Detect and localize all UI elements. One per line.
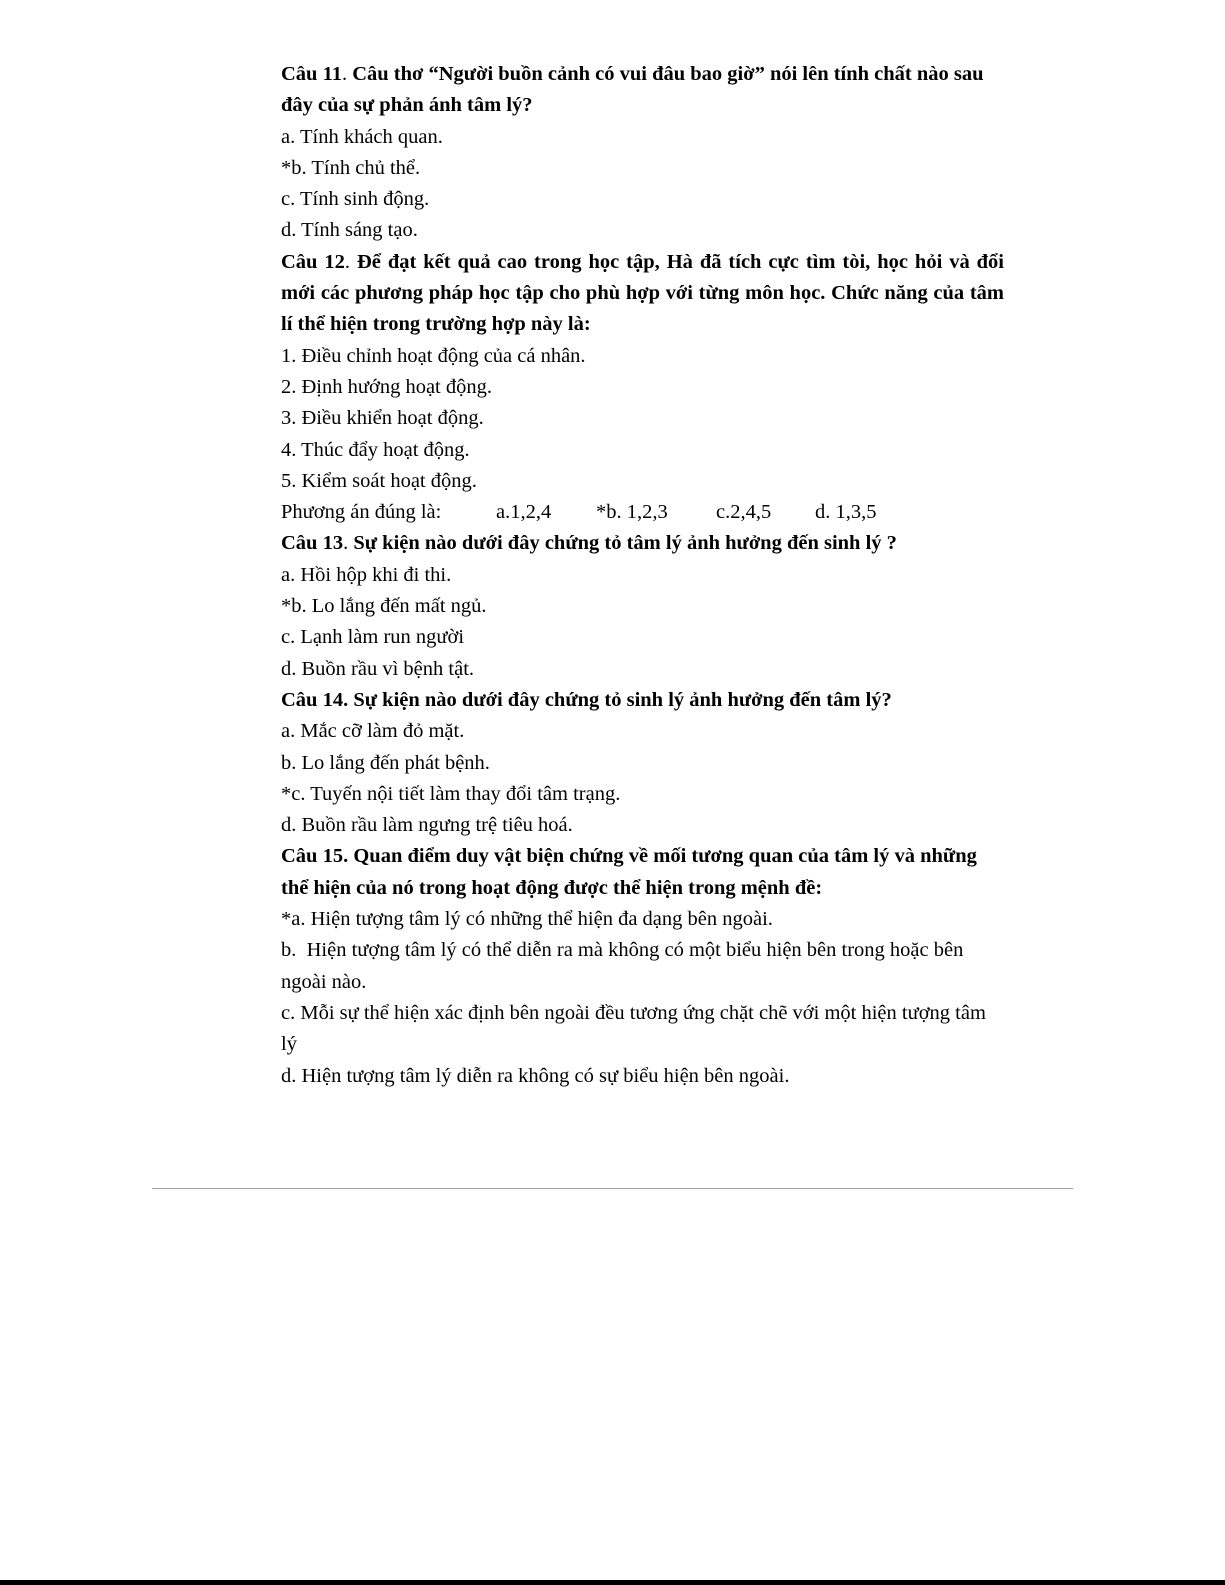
question-number: Câu 15. bbox=[281, 845, 349, 868]
page-divider bbox=[152, 1188, 1073, 1189]
answer-option-c: c.2,4,5 bbox=[716, 501, 772, 524]
question-text: Quan điểm duy vật biện chứng về mối tương quan của tâm lý và những thể hiện của nó trong hoạt động được thể hiện trong mệnh đề: bbox=[281, 845, 977, 899]
question-number-suffix: . bbox=[344, 250, 357, 273]
item-12-3: 3. Điều khiển hoạt động. bbox=[281, 407, 484, 430]
question-13-heading bbox=[281, 528, 1006, 559]
answer-option-b: *b. 1,2,3 bbox=[596, 501, 668, 524]
question-number-suffix: . bbox=[343, 532, 354, 555]
option-13-d: d. Buồn rầu vì bệnh tật. bbox=[281, 657, 475, 680]
question-text: Để đạt kết quả cao trong học tập, Hà đã tích cực tìm tòi, học hỏi và đổi mới các phương pháp học tập cho phù hợp với từng môn học. Chức năng của tâm lí thể hiện trong trường hợp này là: bbox=[281, 250, 1004, 336]
option-15-c: c. Mỗi sự thể hiện xác định bên ngoài đều tương ứng chặt chẽ với một hiện tượng tâm lý bbox=[281, 1001, 986, 1056]
question-number: Câu 12 bbox=[281, 250, 345, 273]
question-14-heading bbox=[281, 685, 1006, 716]
option-11-d: d. Tính sáng tạo. bbox=[281, 219, 418, 242]
question-number: Câu 11 bbox=[281, 63, 342, 85]
question-15-heading bbox=[281, 841, 996, 904]
question-number-suffix: . bbox=[341, 63, 353, 85]
question-text: Sự kiện nào dưới đây chứng tỏ tâm lý ảnh hưởng đến sinh lý ? bbox=[353, 532, 897, 555]
option-14-a: a. Mắc cỡ làm đỏ mặt. bbox=[281, 720, 465, 743]
option-11-c: c. Tính sinh động. bbox=[281, 188, 430, 211]
option-15-d: d. Hiện tượng tâm lý diễn ra không có sự biểu hiện bên ngoài. bbox=[281, 1064, 790, 1087]
item-12-1: 1. Điều chỉnh hoạt động của cá nhân. bbox=[281, 344, 586, 367]
option-13-c: c. Lạnh làm run người bbox=[281, 626, 465, 649]
item-12-2: 2. Định hướng hoạt động. bbox=[281, 375, 492, 398]
option-14-b: b. Lo lắng đến phát bệnh. bbox=[281, 751, 490, 774]
answer-option-d: d. 1,3,5 bbox=[815, 501, 877, 524]
option-13-a: a. Hồi hộp khi đi thi. bbox=[281, 563, 452, 586]
option-11-a: a. Tính khách quan. bbox=[281, 125, 443, 148]
question-text: Sự kiện nào dưới đây chứng tỏ sinh lý ảnh hưởng đến tâm lý? bbox=[353, 688, 892, 711]
question-11-heading bbox=[281, 59, 1003, 122]
option-13-b: *b. Lo lắng đến mất ngủ. bbox=[281, 595, 487, 618]
question-number: Câu 14. bbox=[281, 688, 349, 711]
option-14-d: d. Buồn rầu làm ngưng trệ tiêu hoá. bbox=[281, 814, 573, 837]
option-15-b: b. Hiện tượng tâm lý có thể diễn ra mà không có một biểu hiện bên trong hoặc bên ngoài nào. bbox=[281, 939, 969, 993]
answer-row-12 bbox=[281, 497, 1006, 528]
option-11-b: *b. Tính chủ thể. bbox=[281, 156, 421, 179]
document-body bbox=[281, 59, 1006, 1092]
answer-label: Phương án đúng là: bbox=[281, 501, 442, 524]
item-12-4: 4. Thúc đẩy hoạt động. bbox=[281, 438, 470, 461]
option-15-a: *a. Hiện tượng tâm lý có những thể hiện đa dạng bên ngoài. bbox=[281, 908, 773, 931]
item-12-5: 5. Kiểm soát hoạt động. bbox=[281, 469, 477, 492]
question-number: Câu 13 bbox=[281, 532, 344, 555]
question-text: Câu thơ “Người buồn cảnh có vui đâu bao giờ” nói lên tính chất nào sau đây của sự phản ánh tâm lý? bbox=[281, 63, 984, 117]
question-12-heading bbox=[281, 247, 1004, 341]
option-14-c: *c. Tuyến nội tiết làm thay đổi tâm trạng. bbox=[281, 782, 621, 805]
answer-option-a: a.1,2,4 bbox=[496, 501, 552, 524]
bottom-edge-bar bbox=[0, 1580, 1225, 1585]
